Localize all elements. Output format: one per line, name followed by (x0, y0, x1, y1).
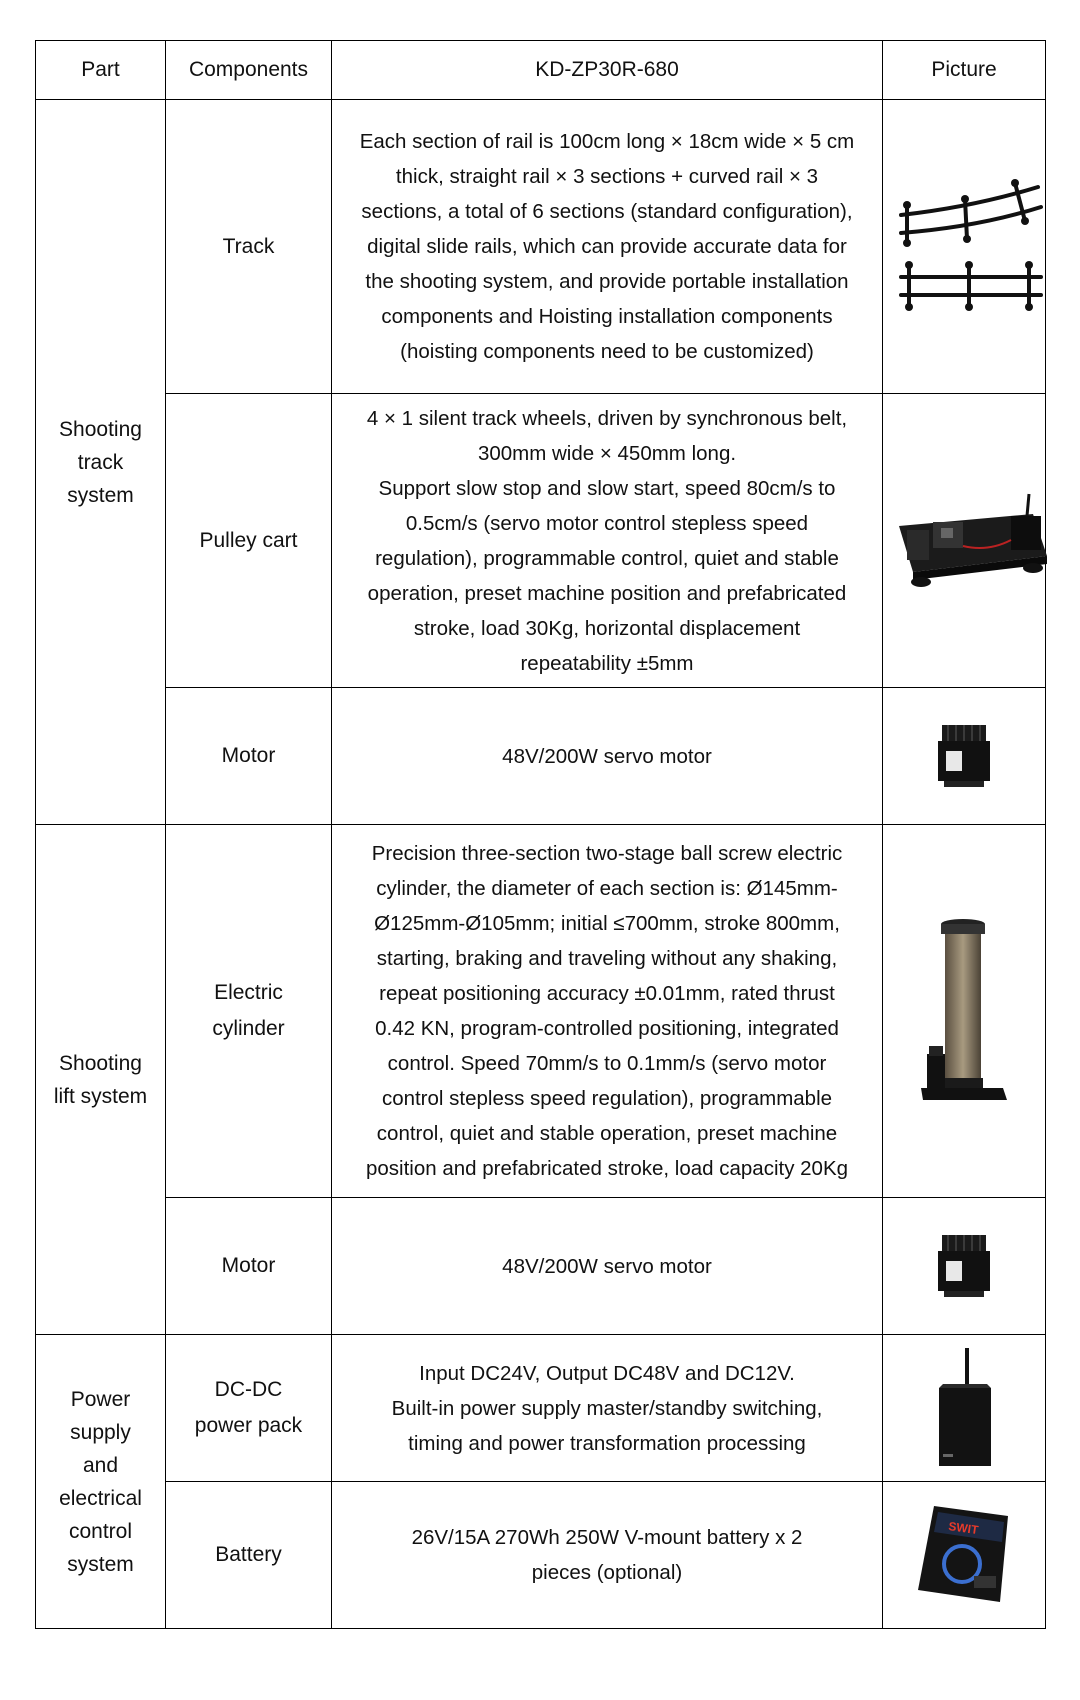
part-line: track system (67, 450, 134, 507)
desc-battery (332, 1482, 883, 1629)
desc-line: starting, braking and traveling without any shaking, (376, 947, 838, 970)
desc-line: sections, a total of 6 sections (standard configuration), (361, 200, 853, 223)
part-power-system (36, 1335, 166, 1629)
header-components: Components (166, 41, 332, 100)
component-line: cylinder (212, 1017, 285, 1040)
desc-line: digital slide rails, which can provide accurate data for (367, 235, 847, 258)
table-row-electric-cylinder (36, 825, 1046, 1198)
desc-line: Support slow stop and slow start, speed 80cm/s to (378, 476, 836, 500)
desc-track (332, 100, 883, 394)
desc-line: components and Hoisting installation components (381, 305, 833, 328)
desc-line: 0.42 KN, program-controlled positioning, integrated (375, 1017, 839, 1040)
desc-line: 300mm wide × 450mm long. (477, 441, 737, 465)
picture-pulley-cart (883, 394, 1046, 688)
component-dcdc (166, 1335, 332, 1482)
desc-motor-lift (332, 1198, 883, 1335)
desc-line: control, quiet and stable operation, preset machine (376, 1122, 838, 1145)
desc-line: (hoisting components need to be customized) (400, 340, 814, 363)
part-line: lift system (53, 1084, 148, 1108)
desc-line: Input DC24V, Output DC48V and DC12V. (419, 1361, 795, 1385)
desc-line: Each section of rail is 100cm long × 18cm wide × 5 cm (359, 130, 855, 153)
desc-line: 48V/200W servo motor (502, 1254, 712, 1278)
desc-line: the shooting system, and provide portable installation (365, 270, 849, 293)
desc-line: control stepless speed regulation), programmable (381, 1087, 833, 1110)
desc-line: 26V/15A 270Wh 250W V-mount battery x 2 (411, 1526, 803, 1549)
component-motor-lift: Motor (166, 1198, 332, 1335)
desc-line: regulation), programmable control, quiet and stable (375, 546, 839, 570)
picture-dcdc (883, 1335, 1046, 1482)
desc-line: Precision three-section two-stage ball screw electric (371, 842, 843, 865)
header-part: Part (36, 41, 166, 100)
desc-line: thick, straight rail × 3 sections + curved rail × 3 (395, 165, 819, 188)
table-row-pulley-cart (36, 394, 1046, 688)
electric-cylinder-icon (919, 918, 1009, 1104)
servo-motor-icon (934, 723, 994, 789)
component-battery: Battery (166, 1482, 332, 1629)
component-line: DC-DC (214, 1378, 283, 1401)
part-line: Shooting (59, 1051, 142, 1075)
header-picture: Picture (883, 41, 1046, 100)
servo-motor-icon (934, 1233, 994, 1299)
pulley-cart-icon (893, 486, 1049, 596)
desc-electric-cylinder (332, 825, 883, 1198)
desc-line: Ø125mm-Ø105mm; initial ≤700mm, stroke 800mm, (374, 912, 840, 935)
desc-line: cylinder, the diameter of each section is: Ø145mm- (376, 877, 838, 900)
table-row-motor-track (36, 688, 1046, 825)
part-line: Shooting (59, 417, 142, 441)
spec-table (35, 40, 1046, 1629)
battery-icon (912, 1502, 1016, 1608)
part-line: control system (67, 1519, 134, 1576)
track-rails-icon (893, 177, 1043, 317)
part-track-system (36, 100, 166, 825)
svg-text:SWIT: SWIT (947, 1519, 980, 1538)
picture-battery (883, 1482, 1046, 1629)
table-row-dcdc (36, 1335, 1046, 1482)
part-line: and electrical (59, 1453, 142, 1510)
table-row-battery (36, 1482, 1046, 1629)
component-line: Electric (214, 981, 283, 1004)
header-row (36, 41, 1046, 100)
header-model: KD-ZP30R-680 (332, 41, 883, 100)
part-lift-system (36, 825, 166, 1335)
power-pack-icon (933, 1346, 995, 1470)
desc-line: position and prefabricated stroke, load capacity 20Kg (365, 1157, 849, 1180)
desc-line: repeatability ±5mm (520, 651, 694, 675)
picture-electric-cylinder (883, 825, 1046, 1198)
component-motor-track: Motor (166, 688, 332, 825)
picture-track (883, 100, 1046, 394)
table-row-motor-lift (36, 1198, 1046, 1335)
desc-line: 48V/200W servo motor (502, 744, 712, 768)
component-line: power pack (194, 1414, 303, 1437)
component-track: Track (166, 100, 332, 394)
picture-motor-track (883, 688, 1046, 825)
desc-line: Built-in power supply master/standby switching, (391, 1396, 823, 1420)
desc-line: repeat positioning accuracy ±0.01mm, rated thrust (379, 982, 835, 1005)
component-pulley-cart: Pulley cart (166, 394, 332, 688)
desc-dcdc (332, 1335, 883, 1482)
desc-line: control. Speed 70mm/s to 0.1mm/s (servo motor (387, 1052, 827, 1075)
desc-line: pieces (optional) (531, 1561, 683, 1584)
desc-line: timing and power transformation processing (408, 1431, 806, 1455)
component-electric-cylinder (166, 825, 332, 1198)
table-row-track (36, 100, 1046, 394)
desc-line: 4 × 1 silent track wheels, driven by synchronous belt, (366, 406, 848, 430)
desc-line: operation, preset machine position and prefabricated (367, 581, 847, 605)
desc-motor-track (332, 688, 883, 825)
desc-line: 0.5cm/s (servo motor control stepless speed (405, 511, 809, 535)
desc-line: stroke, load 30Kg, horizontal displacement (413, 616, 801, 640)
part-line: Power supply (70, 1387, 131, 1444)
picture-motor-lift (883, 1198, 1046, 1335)
desc-pulley-cart (332, 394, 883, 688)
